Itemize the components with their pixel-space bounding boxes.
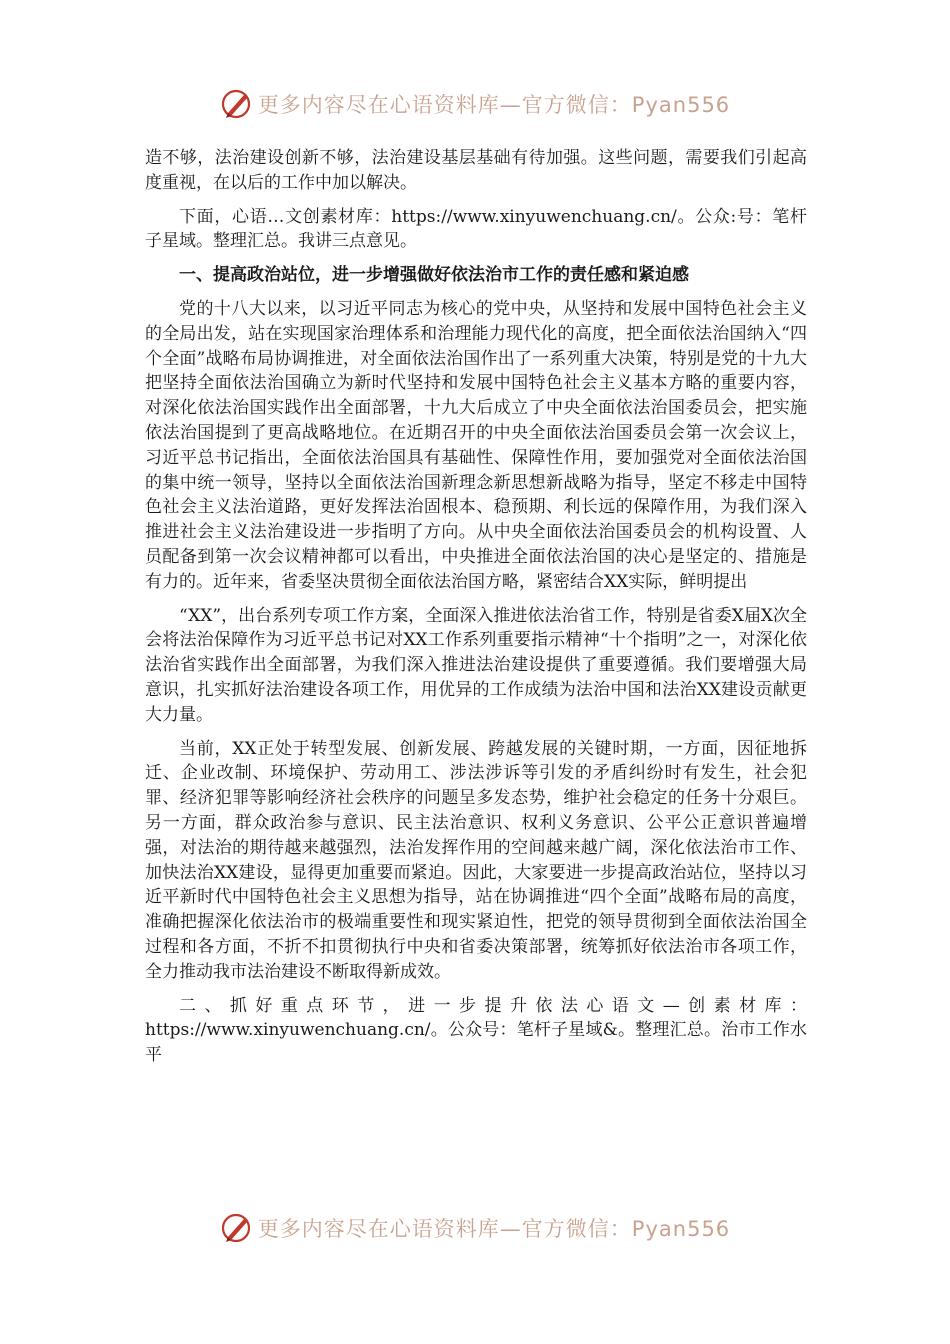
paragraph-continuation: 造不够，法治建设创新不够，法治建设基层基础有待加强。这些问题，需要我们引起高度重视，在以后的工作中加以解决。 bbox=[145, 148, 807, 193]
pen-logo-icon bbox=[220, 87, 254, 121]
paragraph-current-situation: 当前，XX正处于转型发展、创新发展、跨越发展的关键时期，一方面，因征地拆迁、企业改制、环境保护、劳动用工、涉法涉诉等引发的矛盾纠纷时有发生，社会犯罪、经济犯罪等影响经济社会秩序的问题呈多发态势，维护社会稳定的任务十分艰巨。另一方面，群众政治参与意识、民主法治意识、权利义务意识、公平公正意识普遍增强，对法治的期待越来越强烈，法治发挥作用的空间越来越广阔，深化依法治市工作、加快法治XX建设，显得更加重要而紧迫。因此，大家要进一步提高政治站位，坚持以习近平新时代中国特色社会主义思想为指导，站在协调推进“四个全面”战略布局的高度，准确把握深化依法治市的极端重要性和现实紧迫性，把党的领导贯彻到全面依法治国全过程和各方面，不折不扣贯彻执行中央和省委决策部署，统筹抓好依法治市各项工作，全力推动我市法治建设不断取得新成效。 bbox=[145, 738, 807, 982]
paragraph-intro: 下面，心语…文创素材库：https://www.xinyuwenchuang.cn/。公众:号：笔杆子星域。整理汇总。我讲三点意见。 bbox=[145, 206, 807, 252]
footer-banner bbox=[0, 1208, 950, 1248]
paragraph-party-background: 党的十八大以来，以习近平同志为核心的党中央，从坚持和发展中国特色社会主义的全局出发，站在实现国家治理体系和治理能力现代化的高度，把全面依法治国纳入“四个全面”战略布局协调推进，对全面依法治国作出了一系列重大决策，特别是党的十九大把坚持全面依法治国确立为新时代坚持和发展中国特色社会主义基本方略的重要内容，对深化依法治国实践作出全面部署，十九大后成立了中央全面依法治国委员会，把实施依法治国提到了更高战略地位。在近期召开的中央全面依法治国委员会第一次会议上，习近平总书记指出，全面依法治国具有基础性、保障性作用，要加强党对全面依法治国的集中统一领导，坚持以全面依法治国新理念新思想新战略为指导，坚定不移走中国特色社会主义法治道路，更好发挥法治固根本、稳预期、利长远的保障作用，为我们深入推进社会主义法治建设进一步指明了方向。从中央全面依法治国委员会的机构设置、人员配备到第一次会议精神都可以看出，中央推进全面依法治国的决心是坚定的、措施是有力的。近年来，省委坚决贯彻全面依法治国方略，紧密结合XX实际，鲜明提出 bbox=[145, 298, 807, 592]
pen-logo-icon bbox=[220, 1211, 254, 1245]
section-heading-2: 二、抓好重点环节，进一步提升依法心语文—创素材库：https://www.xinyuwenchuang.cn/。公众号：笔杆子星域&。整理汇总。治市工作水平 bbox=[145, 995, 807, 1066]
paragraph-province-plan: “XX”，出台系列专项工作方案，全面深入推进依法治省工作，特别是省委X届X次全会将法治保障作为习近平总书记对XX工作系列重要指示精神“十个指明”之一，对深化依法治省实践作出全面部署，为我们深入推进法治建设提供了重要遵循。我们要增强大局意识，扎实抓好法治建设各项工作，用优异的工作成绩为法治中国和法治XX建设贡献更大力量。 bbox=[145, 605, 807, 725]
header-banner bbox=[0, 84, 950, 124]
footer-banner-text: 更多内容尽在心语资料库—官方微信：Pyan556 bbox=[257, 1217, 731, 1241]
document-body bbox=[145, 146, 807, 1077]
section-heading-1: 一、提高政治站位，进一步增强做好依法治市工作的责任感和紧迫感 bbox=[179, 265, 689, 286]
header-banner-text: 更多内容尽在心语资料库—官方微信：Pyan556 bbox=[257, 93, 731, 117]
